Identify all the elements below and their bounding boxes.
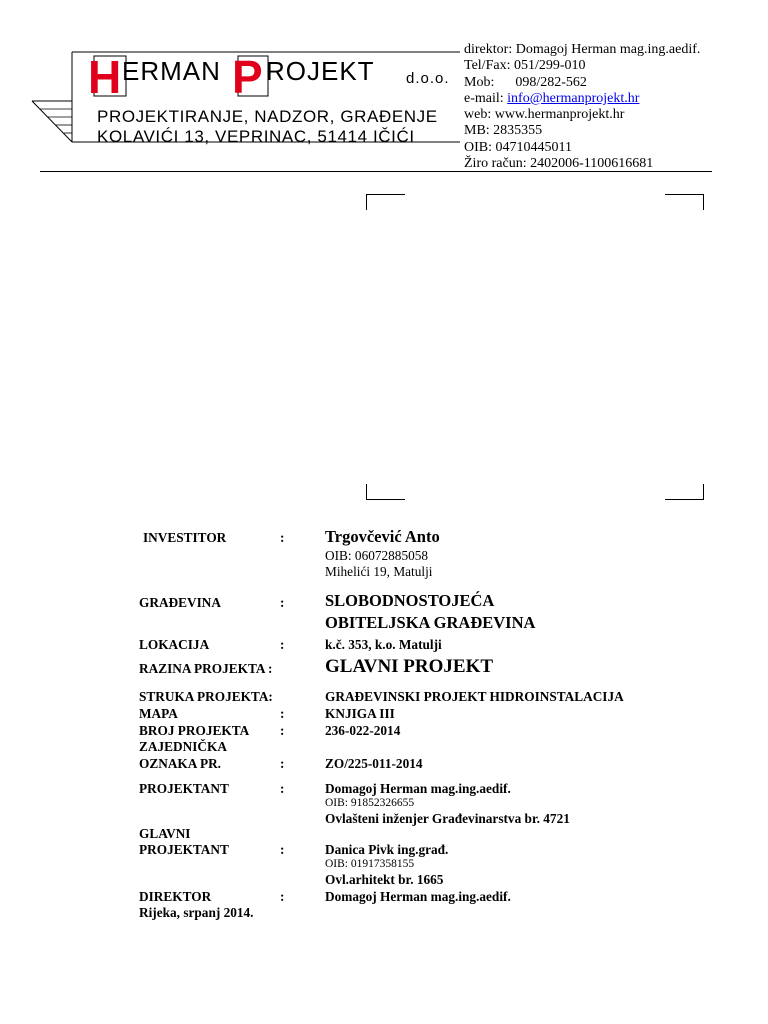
logo-word-rojekt: ROJEKT bbox=[266, 56, 375, 86]
stamp-corner-bottom-right bbox=[665, 484, 704, 500]
investitor-address: Mihelići 19, Matulji bbox=[325, 564, 433, 579]
lokacija-value: k.č. 353, k.o. Matulji bbox=[325, 637, 442, 652]
logo-suffix: d.o.o. bbox=[406, 70, 450, 87]
logo-letter-p: P bbox=[232, 51, 263, 103]
stamp-corner-top-left bbox=[366, 194, 405, 210]
contact-email-label: e-mail: bbox=[464, 90, 508, 106]
glavni-projektant-colon: : bbox=[280, 842, 285, 857]
zajednicka-label-line1: ZAJEDNIČKA bbox=[139, 739, 227, 754]
stamp-corner-top-right bbox=[665, 194, 704, 210]
struka-value: GRAĐEVINSKI PROJEKT HIDROINSTALACIJA bbox=[325, 689, 624, 704]
zajednicka-colon: : bbox=[280, 756, 285, 771]
projektant-label: PROJEKTANT bbox=[139, 781, 229, 796]
projektant-license: Ovlašteni inženjer Građevinarstva br. 4721 bbox=[325, 811, 570, 826]
contact-email-link[interactable]: info@hermanprojekt.hr bbox=[507, 90, 640, 106]
razina-label: RAZINA PROJEKTA : bbox=[139, 661, 273, 676]
contact-ziro: Žiro račun: 2402006-1100616681 bbox=[464, 156, 654, 172]
gradevina-label: GRAĐEVINA bbox=[139, 595, 222, 610]
mapa-label: MAPA bbox=[139, 706, 178, 721]
razina-value: GLAVNI PROJEKT bbox=[325, 656, 494, 677]
mapa-value: KNJIGA III bbox=[325, 706, 395, 721]
investitor-oib: OIB: 06072885058 bbox=[325, 548, 429, 563]
struka-label: STRUKA PROJEKTA: bbox=[139, 689, 273, 704]
contact-telfax: Tel/Fax: 051/299-010 bbox=[464, 58, 586, 74]
mapa-colon: : bbox=[280, 706, 285, 721]
broj-value: 236-022-2014 bbox=[325, 723, 401, 738]
investitor-colon: : bbox=[280, 530, 285, 545]
glavni-projektant-name: Danica Pivk ing.građ. bbox=[325, 842, 449, 857]
broj-label: BROJ PROJEKTA bbox=[139, 723, 250, 738]
logo-services-line: PROJEKTIRANJE, NADZOR, GRAĐENJE bbox=[97, 107, 438, 126]
place-date: Rijeka, srpanj 2014. bbox=[139, 905, 254, 920]
glavni-projektant-oib: OIB: 01917358155 bbox=[325, 858, 415, 870]
zajednicka-label-line2: OZNAKA PR. bbox=[139, 756, 222, 771]
stamp-corner-bottom-left bbox=[366, 484, 405, 500]
gradevina-colon: : bbox=[280, 595, 285, 610]
direktor-colon: : bbox=[280, 889, 285, 904]
lokacija-colon: : bbox=[280, 637, 285, 652]
contact-web: web: www.hermanprojekt.hr bbox=[464, 107, 625, 123]
glavni-projektant-label-line2: PROJEKTANT bbox=[139, 842, 229, 857]
lokacija-label: LOKACIJA bbox=[139, 637, 210, 652]
company-contact-block bbox=[464, 42, 700, 172]
projektant-oib: OIB: 91852326655 bbox=[325, 797, 415, 809]
contact-mb: MB: 2835355 bbox=[464, 123, 543, 139]
direktor-label: DIREKTOR bbox=[139, 889, 212, 904]
projektant-name: Domagoj Herman mag.ing.aedif. bbox=[325, 781, 511, 796]
gradevina-line2: OBITELJSKA GRAĐEVINA bbox=[325, 613, 536, 632]
logo-letter-h: H bbox=[88, 51, 122, 103]
investitor-label: INVESTITOR bbox=[143, 530, 227, 545]
glavni-projektant-license: Ovl.arhitekt br. 1665 bbox=[325, 872, 444, 887]
contact-mob-text: Mob: 098/282-562 bbox=[464, 74, 587, 90]
contact-mob bbox=[464, 75, 700, 91]
broj-colon: : bbox=[280, 723, 285, 738]
contact-director: direktor: Domagoj Herman mag.ing.aedif. bbox=[464, 42, 701, 57]
logo-address-line: KOLAVIĆI 13, VEPRINAC, 51414 IČIĆI bbox=[97, 127, 415, 146]
direktor-name: Domagoj Herman mag.ing.aedif. bbox=[325, 889, 511, 904]
investitor-name: Trgovčević Anto bbox=[325, 527, 440, 546]
zajednicka-value: ZO/225-011-2014 bbox=[325, 756, 423, 771]
header-divider bbox=[40, 171, 712, 172]
contact-oib: OIB: 04710445011 bbox=[464, 139, 572, 155]
contact-email-row bbox=[464, 91, 700, 107]
glavni-projektant-label-line1: GLAVNI bbox=[139, 826, 191, 841]
gradevina-line1: SLOBODNOSTOJEĆA bbox=[325, 591, 495, 610]
logo-word-erman: ERMAN bbox=[122, 56, 221, 86]
projektant-colon: : bbox=[280, 781, 285, 796]
